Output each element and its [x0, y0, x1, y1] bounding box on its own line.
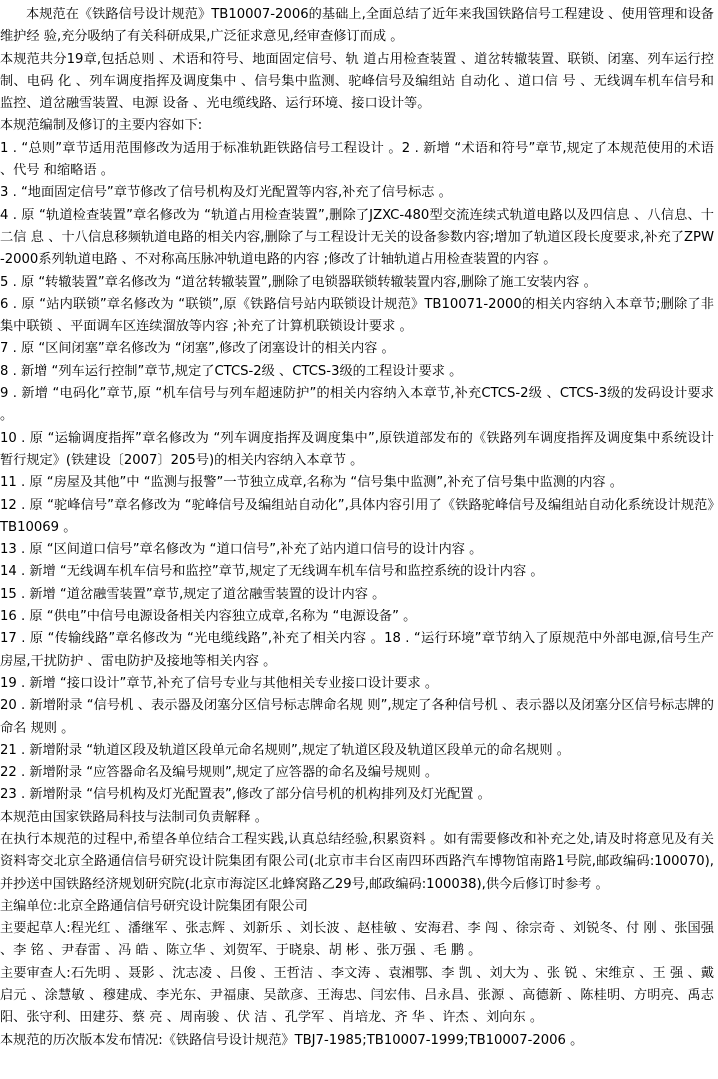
- revision-item-4: 4 . 原 “轨道检查装置”章名修改为 “轨道占用检查装置”,删除了JZXC-480型交流连续式轨道电路以及四信息 、八信息、十二信 息 、十八信息移频轨道电路的相关内容,删除了与工程设计无关的设备参数内容;增加了轨道区段长度要求,补充了ZPW-2000系列轨道电路 、不对称高压脉冲轨道电路的内容 ;修改了计轴轨道占用检查装置的内容 。: [0, 207, 714, 268]
- revision-heading: 本规范编制及修订的主要内容如下:: [0, 118, 203, 134]
- revision-item-15: 15 . 新增 “道岔融雪装置”章节,规定了道岔融雪装置的设计内容 。: [0, 586, 386, 602]
- revision-item-23: 23 . 新增附录 “信号机构及灯光配置表”,修改了部分信号机的机构排列及灯光配置 。: [0, 787, 491, 803]
- revision-item-17-18: 17 . 原 “传输线路”章名修改为 “光电缆线路”,补充了相关内容 。18 . “运行环境”章节纳入了原规范中外部电源,信号生产房屋,干扰防护 、雷电防护及接地等相关内容 。: [0, 631, 714, 669]
- revision-item-10: 10 . 原 “运输调度指挥”章名修改为 “列车调度指挥及调度集中”,原铁道部发布的《铁路列车调度指挥及调度集中系统设计暂行规定》(铁建设〔2007〕205号)的相关内容纳入本章节 。: [0, 430, 714, 468]
- interpretation-note: 本规范由国家铁路局科技与法制司负责解释 。: [0, 809, 268, 825]
- revision-item-12: 12 . 原 “驼峰信号”章名修改为 “驼峰信号及编组站自动化”,具体内容引用了《铁路驼峰信号及编组站自动化系统设计规范》TB10069 。: [0, 497, 714, 535]
- revision-item-3: 3 . “地面固定信号”章节修改了信号机构及灯光配置等内容,补充了信号标志 。: [0, 185, 452, 201]
- main-reviewers: 主要审查人:石先明 、聂影 、沈志凌 、吕俊 、王哲洁 、李文涛 、袁湘鄂、李 凯 、刘大为 、张 锐 、宋维京 、王 强 、戴启元 、涂慧敏 、穆建成、李光东、尹福康、吴歆彦、王海忠、闫宏伟、吕永昌、张源 、高德新 、陈桂明、方明亮、禹志阳、张守利、田建芬、蔡 亮 、周南骏 、伏 洁 、孔学军 、肖培龙、齐 华 、许杰 、刘向东 。: [0, 965, 714, 1026]
- revision-item-20: 20 . 新增附录 “信号机 、表示器及闭塞分区信号标志牌命名规 则”,规定了各种信号机 、表示器以及闭塞分区信号标志牌的命名 规则 。: [0, 698, 714, 736]
- version-history: 本规范的历次版本发布情况:《铁路信号设计规范》TBJ7-1985;TB10007-1999;TB10007-2006 。: [0, 1032, 584, 1048]
- revision-item-21: 21 . 新增附录 “轨道区段及轨道区段单元命名规则”,规定了轨道区段及轨道区段单元的命名规则 。: [0, 742, 570, 758]
- chapter-overview-paragraph: 本规范共分19章,包括总则 、术语和符号、地面固定信号、轨 道占用检查装置 、道岔转辙装置、联锁、闭塞、列车运行控制、电码 化 、列车调度指挥及调度集中 、信号集中监测、驼峰信号及编组站 自动化 、道口信 号 、无线调车机车信号和监控、道岔融雪装置、电源 设备 、光电缆线路、运行环境、接口设计等。: [0, 51, 714, 112]
- revision-item-7: 7 . 原 “区间闭塞”章名修改为 “闭塞”,修改了闭塞设计的相关内容 。: [0, 341, 395, 357]
- revision-item-5: 5 . 原 “转辙装置”章名修改为 “道岔转辙装置”,删除了电锁器联锁转辙装置内容,删除了施工安装内容 。: [0, 274, 597, 290]
- revision-item-11: 11 . 原 “房屋及其他”中 “监测与报警”一节独立成章,名称为 “信号集中监测”,补充了信号集中监测的内容 。: [0, 475, 623, 491]
- revision-item-19: 19 . 新增 “接口设计”章节,补充了信号专业与其他相关专业接口设计要求 。: [0, 675, 439, 691]
- intro-paragraph: 本规范在《铁路信号设计规范》TB10007-2006的基础上,全面总结了近年来我国铁路信号工程建设 、使用管理和设备维护经 验,充分吸纳了有关科研成果,广泛征求意见,经审查修订而成 。: [0, 7, 714, 45]
- revision-item-22: 22 . 新增附录 “应答器命名及编号规则”,规定了应答器的命名及编号规则 。: [0, 765, 439, 781]
- revision-item-13: 13 . 原 “区间道口信号”章名修改为 “道口信号”,补充了站内道口信号的设计内容 。: [0, 542, 483, 558]
- revision-item-16: 16 . 原 “供电”中信号电源设备相关内容独立成章,名称为 “电源设备” 。: [0, 609, 417, 625]
- revision-item-1-2: 1 . “总则”章节适用范围修改为适用于标准轨距铁路信号工程设计 。2 . 新增 “术语和符号”章节,规定了本规范使用的术语 、代号 和缩略语 。: [0, 140, 714, 179]
- chief-editor-unit: 主编单位:北京全路通信信号研究设计院集团有限公司: [0, 898, 308, 914]
- revision-item-9: 9 . 新增 “电码化”章节,原 “机车信号与列车超速防护”的相关内容纳入本章节,补充CTCS-2级 、CTCS-3级的发码设计要求 。: [0, 386, 714, 424]
- feedback-paragraph: 在执行本规范的过程中,希望各单位结合工程实践,认真总结经验,积累资料 。如有需要修改和补充之处,请及时将意见及有关资料寄交北京全路通信信号研究设计院集团有限公司(北京市丰台区南四环西路汽车博物馆南路1号院,邮政编码:100070),并抄送中国铁路经济规划研究院(北京市海淀区北蜂窝路乙29号,邮政编码:100038),供今后修订时参考 。: [0, 831, 714, 892]
- revision-item-14: 14 . 新增 “无线调车机车信号和监控”章节,规定了无线调车机车信号和监控系统的设计内容 。: [0, 564, 544, 580]
- revision-item-6: 6 . 原 “站内联锁”章名修改为 “联锁”,原《铁路信号站内联锁设计规范》TB10071-2000的相关内容纳入本章节;删除了非集中联锁 、平面调车区连续溜放等内容 ;补充了计算机联锁设计要求 。: [0, 296, 714, 335]
- main-drafters: 主要起草人:程光红 、潘继军 、张志辉 、刘新乐 、刘长波 、赵桂敏 、安海君、李 闯 、徐宗奇 、刘锐冬、付 刚 、张国强 、李 铭 、尹春雷 、冯 皓 、陈立华 、刘贺军、于晓泉、胡 彬 、张万强 、毛 鹏 。: [0, 921, 714, 959]
- revision-item-8: 8 . 新增 “列车运行控制”章节,规定了CTCS-2级 、CTCS-3级的工程设计要求 。: [0, 363, 463, 379]
